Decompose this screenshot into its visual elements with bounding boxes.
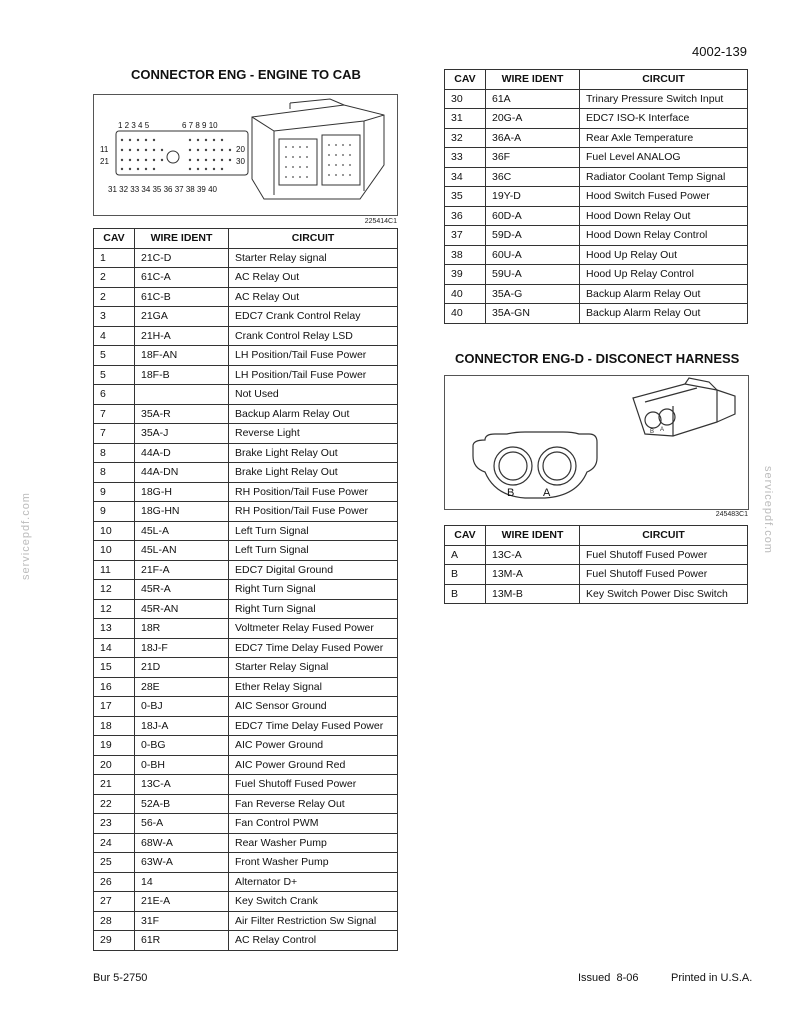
cell-cav: 33 (445, 148, 486, 168)
cell-circuit: Not Used (229, 385, 398, 405)
engd-figure-code: 245483C1 (715, 511, 748, 518)
engd-connector-figure (444, 375, 749, 518)
table-row (94, 619, 398, 639)
cell-cav: 21 (94, 775, 135, 795)
cell-wire-ident: 35A-G (486, 284, 580, 304)
cell-cav: 2 (94, 287, 135, 307)
cell-circuit: Trinary Pressure Switch Input (580, 89, 748, 109)
cell-circuit: Hood Down Relay Control (580, 226, 748, 246)
cell-wire-ident: 63W-A (135, 853, 229, 873)
eng-pin-label-right-upper: 20 (236, 145, 245, 154)
header-wire-ident: WIRE IDENT (135, 229, 229, 249)
table-row (94, 541, 398, 561)
cell-cav: 27 (94, 892, 135, 912)
cell-circuit: EDC7 ISO-K Interface (580, 109, 748, 129)
eng-pin-label-left-lower: 21 (100, 157, 109, 166)
cell-cav: 28 (94, 911, 135, 931)
table-header-row (445, 526, 748, 546)
cell-circuit: AC Relay Out (229, 287, 398, 307)
cell-circuit: Fuel Shutoff Fused Power (580, 565, 748, 585)
cell-cav: 20 (94, 755, 135, 775)
table-row (94, 580, 398, 600)
table-row (94, 521, 398, 541)
table-row (445, 304, 748, 324)
cell-circuit: Fuel Level ANALOG (580, 148, 748, 168)
cell-cav: 13 (94, 619, 135, 639)
cell-wire-ident: 59U-A (486, 265, 580, 285)
cell-circuit: AIC Power Ground Red (229, 755, 398, 775)
table-row (94, 853, 398, 873)
cell-wire-ident: 14 (135, 872, 229, 892)
cell-circuit: RH Position/Tail Fuse Power (229, 502, 398, 522)
cell-wire-ident: 21H-A (135, 326, 229, 346)
cell-cav: 4 (94, 326, 135, 346)
cell-cav: 24 (94, 833, 135, 853)
table-row (445, 265, 748, 285)
table-row (94, 307, 398, 327)
eng-pin-label-bottom: 31 32 33 34 35 36 37 38 39 40 (108, 185, 217, 194)
cell-circuit: Starter Relay Signal (229, 658, 398, 678)
cell-circuit: Hood Switch Fused Power (580, 187, 748, 207)
cell-wire-ident: 36A-A (486, 128, 580, 148)
page-number: 4002-139 (692, 44, 747, 59)
cell-wire-ident: 18G-H (135, 482, 229, 502)
cell-cav: B (445, 565, 486, 585)
cell-circuit: Air Filter Restriction Sw Signal (229, 911, 398, 931)
cell-cav: 15 (94, 658, 135, 678)
table-row (94, 385, 398, 405)
cell-wire-ident: 45R-A (135, 580, 229, 600)
table-row (445, 584, 748, 604)
eng-pin-label-right-lower: 30 (236, 157, 245, 166)
cell-wire-ident: 61C-B (135, 287, 229, 307)
table-row (94, 560, 398, 580)
cell-cav: 10 (94, 521, 135, 541)
cell-circuit: Front Washer Pump (229, 853, 398, 873)
table-row (94, 872, 398, 892)
cell-cav: 14 (94, 638, 135, 658)
cell-wire-ident: 44A-D (135, 443, 229, 463)
cell-wire-ident: 21F-A (135, 560, 229, 580)
cell-circuit: Key Switch Power Disc Switch (580, 584, 748, 604)
cell-cav: 2 (94, 268, 135, 288)
cell-cav: 34 (445, 167, 486, 187)
cell-circuit: Brake Light Relay Out (229, 463, 398, 483)
table-row (445, 128, 748, 148)
cell-cav: A (445, 545, 486, 565)
cell-circuit: LH Position/Tail Fuse Power (229, 365, 398, 385)
cell-wire-ident: 45L-AN (135, 541, 229, 561)
cell-wire-ident: 36F (486, 148, 580, 168)
table-row (94, 365, 398, 385)
table-row (94, 931, 398, 951)
cell-cav: B (445, 584, 486, 604)
eng-wire-table-right (444, 69, 748, 324)
cell-cav: 35 (445, 187, 486, 207)
cell-wire-ident: 59D-A (486, 226, 580, 246)
cell-cav: 38 (445, 245, 486, 265)
cell-wire-ident: 45R-AN (135, 599, 229, 619)
cell-circuit: Starter Relay signal (229, 248, 398, 268)
cell-cav: 3 (94, 307, 135, 327)
cell-circuit: Radiator Coolant Temp Signal (580, 167, 748, 187)
table-row (94, 346, 398, 366)
cell-circuit: AIC Power Ground (229, 736, 398, 756)
cell-wire-ident: 68W-A (135, 833, 229, 853)
cell-circuit: Backup Alarm Relay Out (580, 304, 748, 324)
cell-cav: 10 (94, 541, 135, 561)
cell-cav: 19 (94, 736, 135, 756)
table-row (94, 424, 398, 444)
cell-wire-ident: 13M-B (486, 584, 580, 604)
cell-circuit: Fuel Shutoff Fused Power (229, 775, 398, 795)
table-row (94, 697, 398, 717)
cell-cav: 29 (94, 931, 135, 951)
cell-wire-ident: 60D-A (486, 206, 580, 226)
cell-circuit: EDC7 Time Delay Fused Power (229, 716, 398, 736)
cell-cav: 7 (94, 424, 135, 444)
cell-wire-ident: 0-BG (135, 736, 229, 756)
table-row (445, 187, 748, 207)
table-row (445, 245, 748, 265)
cell-circuit: Crank Control Relay LSD (229, 326, 398, 346)
footer-printed: Printed in U.S.A. (671, 972, 753, 984)
cell-cav: 7 (94, 404, 135, 424)
cell-circuit: Reverse Light (229, 424, 398, 444)
cell-wire-ident: 36C (486, 167, 580, 187)
engd-connector-diagram (445, 376, 748, 509)
header-cav: CAV (94, 229, 135, 249)
table-row (445, 109, 748, 129)
cell-cav: 32 (445, 128, 486, 148)
cell-wire-ident: 19Y-D (486, 187, 580, 207)
cell-wire-ident: 18R (135, 619, 229, 639)
cell-circuit: Left Turn Signal (229, 541, 398, 561)
cell-wire-ident: 61R (135, 931, 229, 951)
eng-connector-figure (93, 94, 398, 225)
cell-wire-ident: 21E-A (135, 892, 229, 912)
cell-circuit: Right Turn Signal (229, 580, 398, 600)
table-row (94, 658, 398, 678)
table-row (94, 443, 398, 463)
cell-circuit: EDC7 Digital Ground (229, 560, 398, 580)
table-row (445, 565, 748, 585)
cell-cav: 5 (94, 346, 135, 366)
cell-cav: 8 (94, 463, 135, 483)
cell-cav: 22 (94, 794, 135, 814)
table-row (94, 287, 398, 307)
cell-circuit: Fan Reverse Relay Out (229, 794, 398, 814)
cell-wire-ident: 31F (135, 911, 229, 931)
cell-circuit: Fuel Shutoff Fused Power (580, 545, 748, 565)
cell-wire-ident: 21GA (135, 307, 229, 327)
table-row (445, 284, 748, 304)
cell-wire-ident: 21D (135, 658, 229, 678)
table-row (94, 599, 398, 619)
cell-wire-ident (135, 385, 229, 405)
cell-wire-ident: 61A (486, 89, 580, 109)
table-row (94, 775, 398, 795)
cell-circuit: Rear Axle Temperature (580, 128, 748, 148)
cell-cav: 9 (94, 502, 135, 522)
table-row (94, 677, 398, 697)
engd-pin-label-a: A (543, 487, 551, 499)
table-row (94, 404, 398, 424)
cell-wire-ident: 0-BJ (135, 697, 229, 717)
header-cav: CAV (445, 70, 486, 90)
header-wire-ident: WIRE IDENT (486, 526, 580, 546)
table-row (445, 226, 748, 246)
cell-cav: 40 (445, 304, 486, 324)
cell-cav: 18 (94, 716, 135, 736)
cell-circuit: Backup Alarm Relay Out (229, 404, 398, 424)
header-wire-ident: WIRE IDENT (486, 70, 580, 90)
engd-wire-table (444, 525, 748, 604)
cell-cav: 12 (94, 580, 135, 600)
cell-wire-ident: 44A-DN (135, 463, 229, 483)
cell-wire-ident: 61C-A (135, 268, 229, 288)
cell-wire-ident: 45L-A (135, 521, 229, 541)
table-row (94, 911, 398, 931)
table-row (94, 326, 398, 346)
cell-circuit: Hood Up Relay Out (580, 245, 748, 265)
table-header-row (94, 229, 398, 249)
engd-connector-title: CONNECTOR ENG-D - DISCONECT HARNESS (455, 351, 740, 366)
table-row (445, 89, 748, 109)
cell-wire-ident: 13C-A (486, 545, 580, 565)
footer-issued-date: Issued 8-06 (578, 972, 639, 984)
cell-circuit: LH Position/Tail Fuse Power (229, 346, 398, 366)
cell-circuit: Key Switch Crank (229, 892, 398, 912)
cell-circuit: EDC7 Time Delay Fused Power (229, 638, 398, 658)
table-header-row (445, 70, 748, 90)
engd-pin-label-b: B (507, 487, 515, 499)
eng-connector-diagram (94, 95, 397, 215)
header-circuit: CIRCUIT (229, 229, 398, 249)
eng-pin-label-left-upper: 11 (100, 145, 109, 154)
cell-cav: 1 (94, 248, 135, 268)
cell-wire-ident: 18J-A (135, 716, 229, 736)
table-row (94, 502, 398, 522)
table-row (94, 716, 398, 736)
cell-cav: 37 (445, 226, 486, 246)
cell-cav: 30 (445, 89, 486, 109)
cell-cav: 8 (94, 443, 135, 463)
cell-cav: 25 (94, 853, 135, 873)
cell-wire-ident: 35A-GN (486, 304, 580, 324)
cell-circuit: AC Relay Control (229, 931, 398, 951)
eng-pin-label-top-left: 1 2 3 4 5 (118, 121, 150, 130)
table-row (94, 736, 398, 756)
cell-cav: 11 (94, 560, 135, 580)
cell-cav: 39 (445, 265, 486, 285)
table-row (445, 206, 748, 226)
cell-cav: 31 (445, 109, 486, 129)
table-row (94, 794, 398, 814)
cell-circuit: Alternator D+ (229, 872, 398, 892)
cell-wire-ident: 35A-R (135, 404, 229, 424)
cell-wire-ident: 0-BH (135, 755, 229, 775)
cell-circuit: EDC7 Crank Control Relay (229, 307, 398, 327)
cell-wire-ident: 18G-HN (135, 502, 229, 522)
cell-circuit: AC Relay Out (229, 268, 398, 288)
table-row (94, 463, 398, 483)
footer-document-code: Bur 5-2750 (93, 972, 148, 984)
table-row (94, 268, 398, 288)
cell-wire-ident: 18F-AN (135, 346, 229, 366)
svg-text:B: B (650, 429, 655, 435)
cell-wire-ident: 52A-B (135, 794, 229, 814)
cell-circuit: Rear Washer Pump (229, 833, 398, 853)
eng-figure-code: 225414C1 (364, 218, 397, 225)
cell-circuit: Ether Relay Signal (229, 677, 398, 697)
header-circuit: CIRCUIT (580, 70, 748, 90)
cell-wire-ident: 21C-D (135, 248, 229, 268)
cell-circuit: Right Turn Signal (229, 599, 398, 619)
cell-cav: 5 (94, 365, 135, 385)
cell-wire-ident: 56-A (135, 814, 229, 834)
table-row (445, 545, 748, 565)
cell-cav: 26 (94, 872, 135, 892)
table-row (94, 833, 398, 853)
table-row (445, 148, 748, 168)
eng-pin-label-top-right: 6 7 8 9 10 (182, 121, 218, 130)
cell-circuit: Voltmeter Relay Fused Power (229, 619, 398, 639)
cell-circuit: Left Turn Signal (229, 521, 398, 541)
cell-cav: 9 (94, 482, 135, 502)
cell-wire-ident: 18J-F (135, 638, 229, 658)
cell-wire-ident: 13C-A (135, 775, 229, 795)
cell-wire-ident: 18F-B (135, 365, 229, 385)
header-cav: CAV (445, 526, 486, 546)
cell-wire-ident: 60U-A (486, 245, 580, 265)
cell-circuit: Brake Light Relay Out (229, 443, 398, 463)
cell-wire-ident: 20G-A (486, 109, 580, 129)
cell-cav: 36 (445, 206, 486, 226)
cell-cav: 16 (94, 677, 135, 697)
svg-text:A: A (660, 427, 665, 433)
table-row (94, 638, 398, 658)
cell-circuit: RH Position/Tail Fuse Power (229, 482, 398, 502)
cell-cav: 6 (94, 385, 135, 405)
cell-circuit: Hood Up Relay Control (580, 265, 748, 285)
eng-connector-title: CONNECTOR ENG - ENGINE TO CAB (131, 67, 361, 82)
cell-cav: 23 (94, 814, 135, 834)
cell-wire-ident: 35A-J (135, 424, 229, 444)
cell-circuit: Fan Control PWM (229, 814, 398, 834)
cell-cav: 40 (445, 284, 486, 304)
cell-wire-ident: 28E (135, 677, 229, 697)
cell-circuit: Hood Down Relay Out (580, 206, 748, 226)
table-row (94, 755, 398, 775)
cell-circuit: AIC Sensor Ground (229, 697, 398, 717)
header-circuit: CIRCUIT (580, 526, 748, 546)
table-row (445, 167, 748, 187)
table-row (94, 248, 398, 268)
table-row (94, 814, 398, 834)
table-row (94, 482, 398, 502)
cell-circuit: Backup Alarm Relay Out (580, 284, 748, 304)
eng-wire-table-left (93, 228, 398, 951)
cell-cav: 12 (94, 599, 135, 619)
cell-wire-ident: 13M-A (486, 565, 580, 585)
table-row (94, 892, 398, 912)
cell-cav: 17 (94, 697, 135, 717)
